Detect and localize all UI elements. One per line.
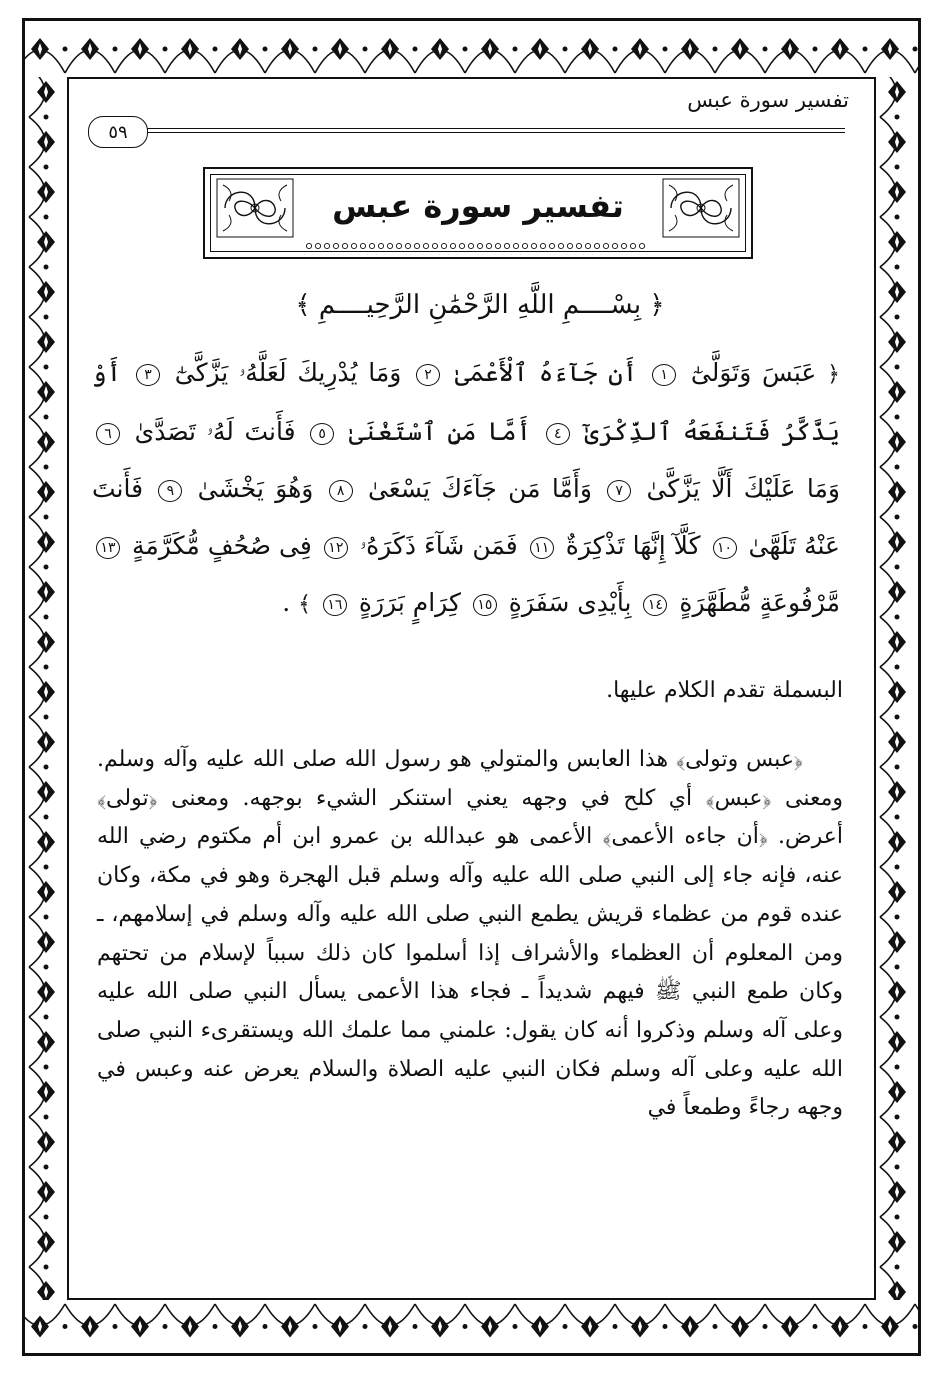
verse-number-medallion: ١٥ (473, 594, 497, 616)
commentary-paragraph: ﴿عبس وتولى﴾ هذا العابس والمتولي هو رسول الله صلى الله عليه وآله وسلم. ومعنى ﴿عبس﴾ أي كلح في وجهه يعني استنكر الشيء بوجهه. ومعنى ﴿تولى﴾ أعرض. ﴿أن جاءه الأعمى﴾ الأعمى هو عبدالله بن عمرو ابن أم مكتوم رضي الله عنه، فإنه جاء إلى النبي صلى الله عليه وآله وسلم قبل الهجرة وهو في مكة، وكان عنده قوم من عظماء قريش يطمع النبي صلى الله عليه وآله وسلم في إسلامهم، ـ ومن المعلوم أن العظماء والأشراف إذا أسلموا كان ذلك سبباً لإسلام من تحتهم وكان طمع النبي ﷺ فيهم شديداً ـ فجاء هذا الأعمى يسأل النبي صلى الله عليه وعلى آله وسلم وذكروا أنه كان يقول: علمني مما علمك الله ويستقرىء النبي صلى الله عليه وعلى آله وسلم فكان النبي عليه الصلاة والسلام يعرض عنه وعبس في وجهه رجاءً وطمعاً في (97, 747, 843, 1121)
ornate-bracket-close: ﴾ (298, 592, 311, 617)
verse-number-medallion: ١٦ (323, 594, 347, 616)
verse-number-medallion: ٥ (310, 423, 334, 445)
ornamental-border-top (25, 21, 918, 77)
arabesque-ornament-left-icon (215, 177, 295, 239)
quran-verses (92, 344, 840, 633)
basmala-note: البسملة تقدم الكلام عليها. (606, 678, 843, 703)
verse-text: فِى صُحُفٍ مُّكَرَّمَةٍ (132, 531, 312, 560)
verse-number-medallion: ٨ (329, 480, 353, 502)
ornamental-border-bottom (25, 1300, 918, 1353)
verse-number-medallion: ١٢ (324, 537, 348, 559)
verse-text: كِرَامٍ بَرَرَةٍ (358, 588, 461, 617)
verse-text: مَّرْفُوعَةٍ مُّطَهَّرَةٍ (679, 588, 840, 617)
verse-text: أَوْ يَذَّكَّرُ فَتَنفَعَهُ ٱلذِّكْرَىٰٓ (92, 358, 841, 446)
chapter-title-box (203, 167, 753, 259)
verse-number-medallion: ١٤ (643, 594, 667, 616)
running-title: تفسير سورة عبس (687, 88, 849, 112)
verse-number-medallion: ١ (652, 364, 676, 386)
verse-number-medallion: ٣ (136, 364, 160, 386)
verse-text: أَمَّا مَنِ ٱسْتَغْنَىٰ (348, 417, 532, 446)
page-number: ٥٩ (88, 116, 148, 148)
dotted-chain-ornament-icon (305, 241, 645, 251)
verse-number-medallion: ٢ (416, 364, 440, 386)
verse-number-medallion: ١١ (530, 537, 554, 559)
verse-number-medallion: ١٣ (96, 537, 120, 559)
verse-number-medallion: ٩ (158, 480, 182, 502)
verse-block-period: . (282, 588, 291, 617)
verse-number-medallion: ٤ (546, 423, 570, 445)
ornamental-border-right (876, 77, 918, 1300)
ornate-bracket-open: ﴿ (827, 362, 840, 387)
verse-text: وَهُوَ يَخْشَىٰ (197, 474, 314, 503)
verse-text: فَأَنتَ لَهُۥ تَصَدَّىٰ (134, 417, 296, 446)
header-rule (140, 128, 845, 133)
verse-number-medallion: ٦ (96, 423, 120, 445)
basmala: ﴿ بِسْــــمِ اللَّهِ الرَّحْمَٰنِ الرَّحِيــــمِ ﴾ (295, 290, 665, 320)
verse-text: عَبَسَ وَتَوَلَّىٰٓ (690, 358, 817, 387)
ornamental-border-left (25, 77, 67, 1300)
verse-text: فَمَن شَآءَ ذَكَرَهُۥ (359, 531, 518, 560)
verse-text: وَمَا يُدْرِيكَ لَعَلَّهُۥ يَزَّكَّىٰٓ (174, 358, 402, 387)
verse-text: أَن جَآءَهُ ٱلْأَعْمَىٰ (454, 358, 638, 387)
verse-text: وَأَمَّا مَن جَآءَكَ يَسْعَىٰ (367, 474, 592, 503)
chapter-title: تفسير سورة عبس (332, 187, 624, 225)
verse-text: وَمَا عَلَيْكَ أَلَّا يَزَّكَّىٰ (646, 474, 840, 503)
verse-text: بِأَيْدِى سَفَرَةٍ (508, 588, 632, 617)
verse-text: فَأَنتَ عَنْهُ تَلَهَّىٰ (92, 474, 840, 560)
verse-number-medallion: ٧ (607, 480, 631, 502)
verse-text: كَلَّآ إِنَّهَا تَذْكِرَةٌ (565, 531, 701, 560)
verse-number-medallion: ١٠ (713, 537, 737, 559)
arabesque-ornament-right-icon (661, 177, 741, 239)
